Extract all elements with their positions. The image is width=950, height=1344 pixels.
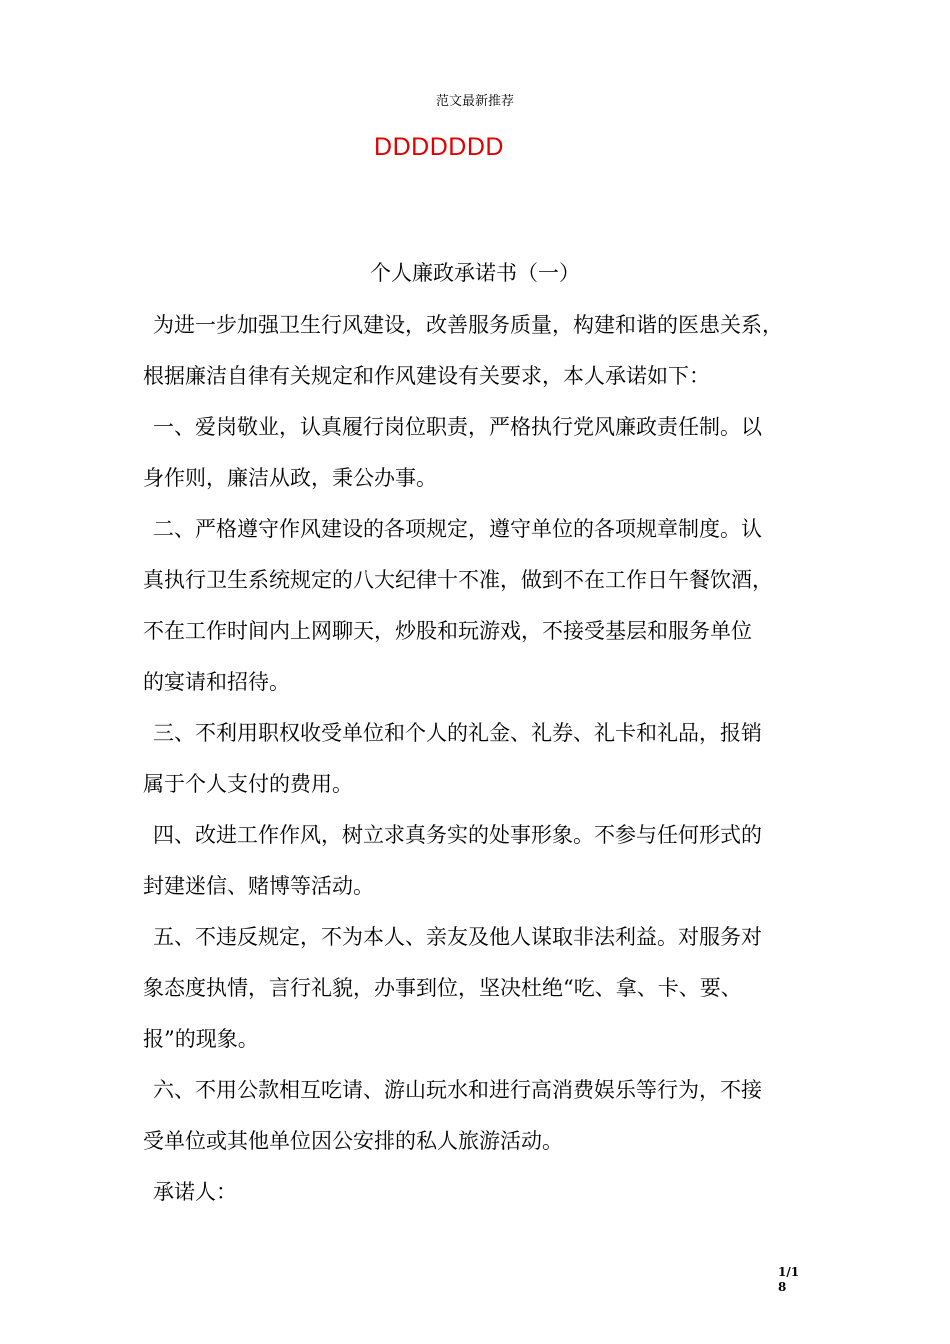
paragraph-line: 一、爱岗敬业，认真履行岗位职责，严格执行党风廉政责任制。以 [153, 415, 762, 439]
document-title: 个人廉政承诺书（一） [370, 261, 580, 285]
paragraph-item-1 [143, 402, 823, 504]
paragraph-item-3 [143, 708, 823, 810]
red-watermark-text: DDDDDDD [374, 133, 504, 161]
paragraph-intro [143, 300, 823, 402]
paragraph-line: 属于个人支付的费用。 [143, 772, 353, 796]
paragraph-line: 封建迷信、赌博等活动。 [143, 874, 374, 898]
paragraph-item-6 [143, 1065, 823, 1167]
paragraph-line: 二、严格遵守作风建设的各项规定，遵守单位的各项规章制度。认 [153, 517, 762, 541]
paragraph-line: 六、不用公款相互吃请、游山玩水和进行高消费娱乐等行为，不接 [153, 1078, 762, 1102]
paragraph-line: 的宴请和招待。 [143, 670, 290, 694]
paragraph-line: 象态度执情，言行礼貌，办事到位，坚决杜绝“吃、拿、卡、要、 [143, 976, 742, 1000]
paragraph-line: 五、不违反规定，不为本人、亲友及他人谋取非法利益。对服务对 [153, 925, 762, 949]
paragraph-item-5 [143, 912, 823, 1065]
paragraph-line: 四、改进工作作风，树立求真务实的处事形象。不参与任何形式的 [153, 823, 762, 847]
paragraph-line: 受单位或其他单位因公安排的私人旅游活动。 [143, 1129, 563, 1153]
paragraph-line: 身作则，廉洁从政，秉公办事。 [143, 466, 437, 490]
paragraph-line: 真执行卫生系统规定的八大纪律十不准，做到不在工作日午餐饮酒， [143, 568, 773, 592]
paragraph-line: 三、不利用职权收受单位和个人的礼金、礼券、礼卡和礼品，报销 [153, 721, 762, 745]
paragraph-item-2 [143, 504, 823, 708]
paragraph-line: 为进一步加强卫生行风建设，改善服务质量，构建和谐的医患关系， [153, 313, 783, 337]
paragraph-line: 根据廉洁自律有关规定和作风建设有关要求，本人承诺如下： [143, 364, 710, 388]
page-number: 1/18 [778, 1265, 800, 1294]
paragraph-item-4 [143, 810, 823, 912]
paragraph-line: 不在工作时间内上网聊天，炒股和玩游戏，不接受基层和服务单位 [143, 619, 752, 643]
document-body [143, 300, 823, 1218]
signature-label: 承诺人： [153, 1180, 237, 1204]
paragraph-signature [143, 1167, 823, 1218]
paragraph-line: 报”的现象。 [143, 1027, 259, 1051]
header-note: 范文最新推荐 [435, 94, 514, 109]
